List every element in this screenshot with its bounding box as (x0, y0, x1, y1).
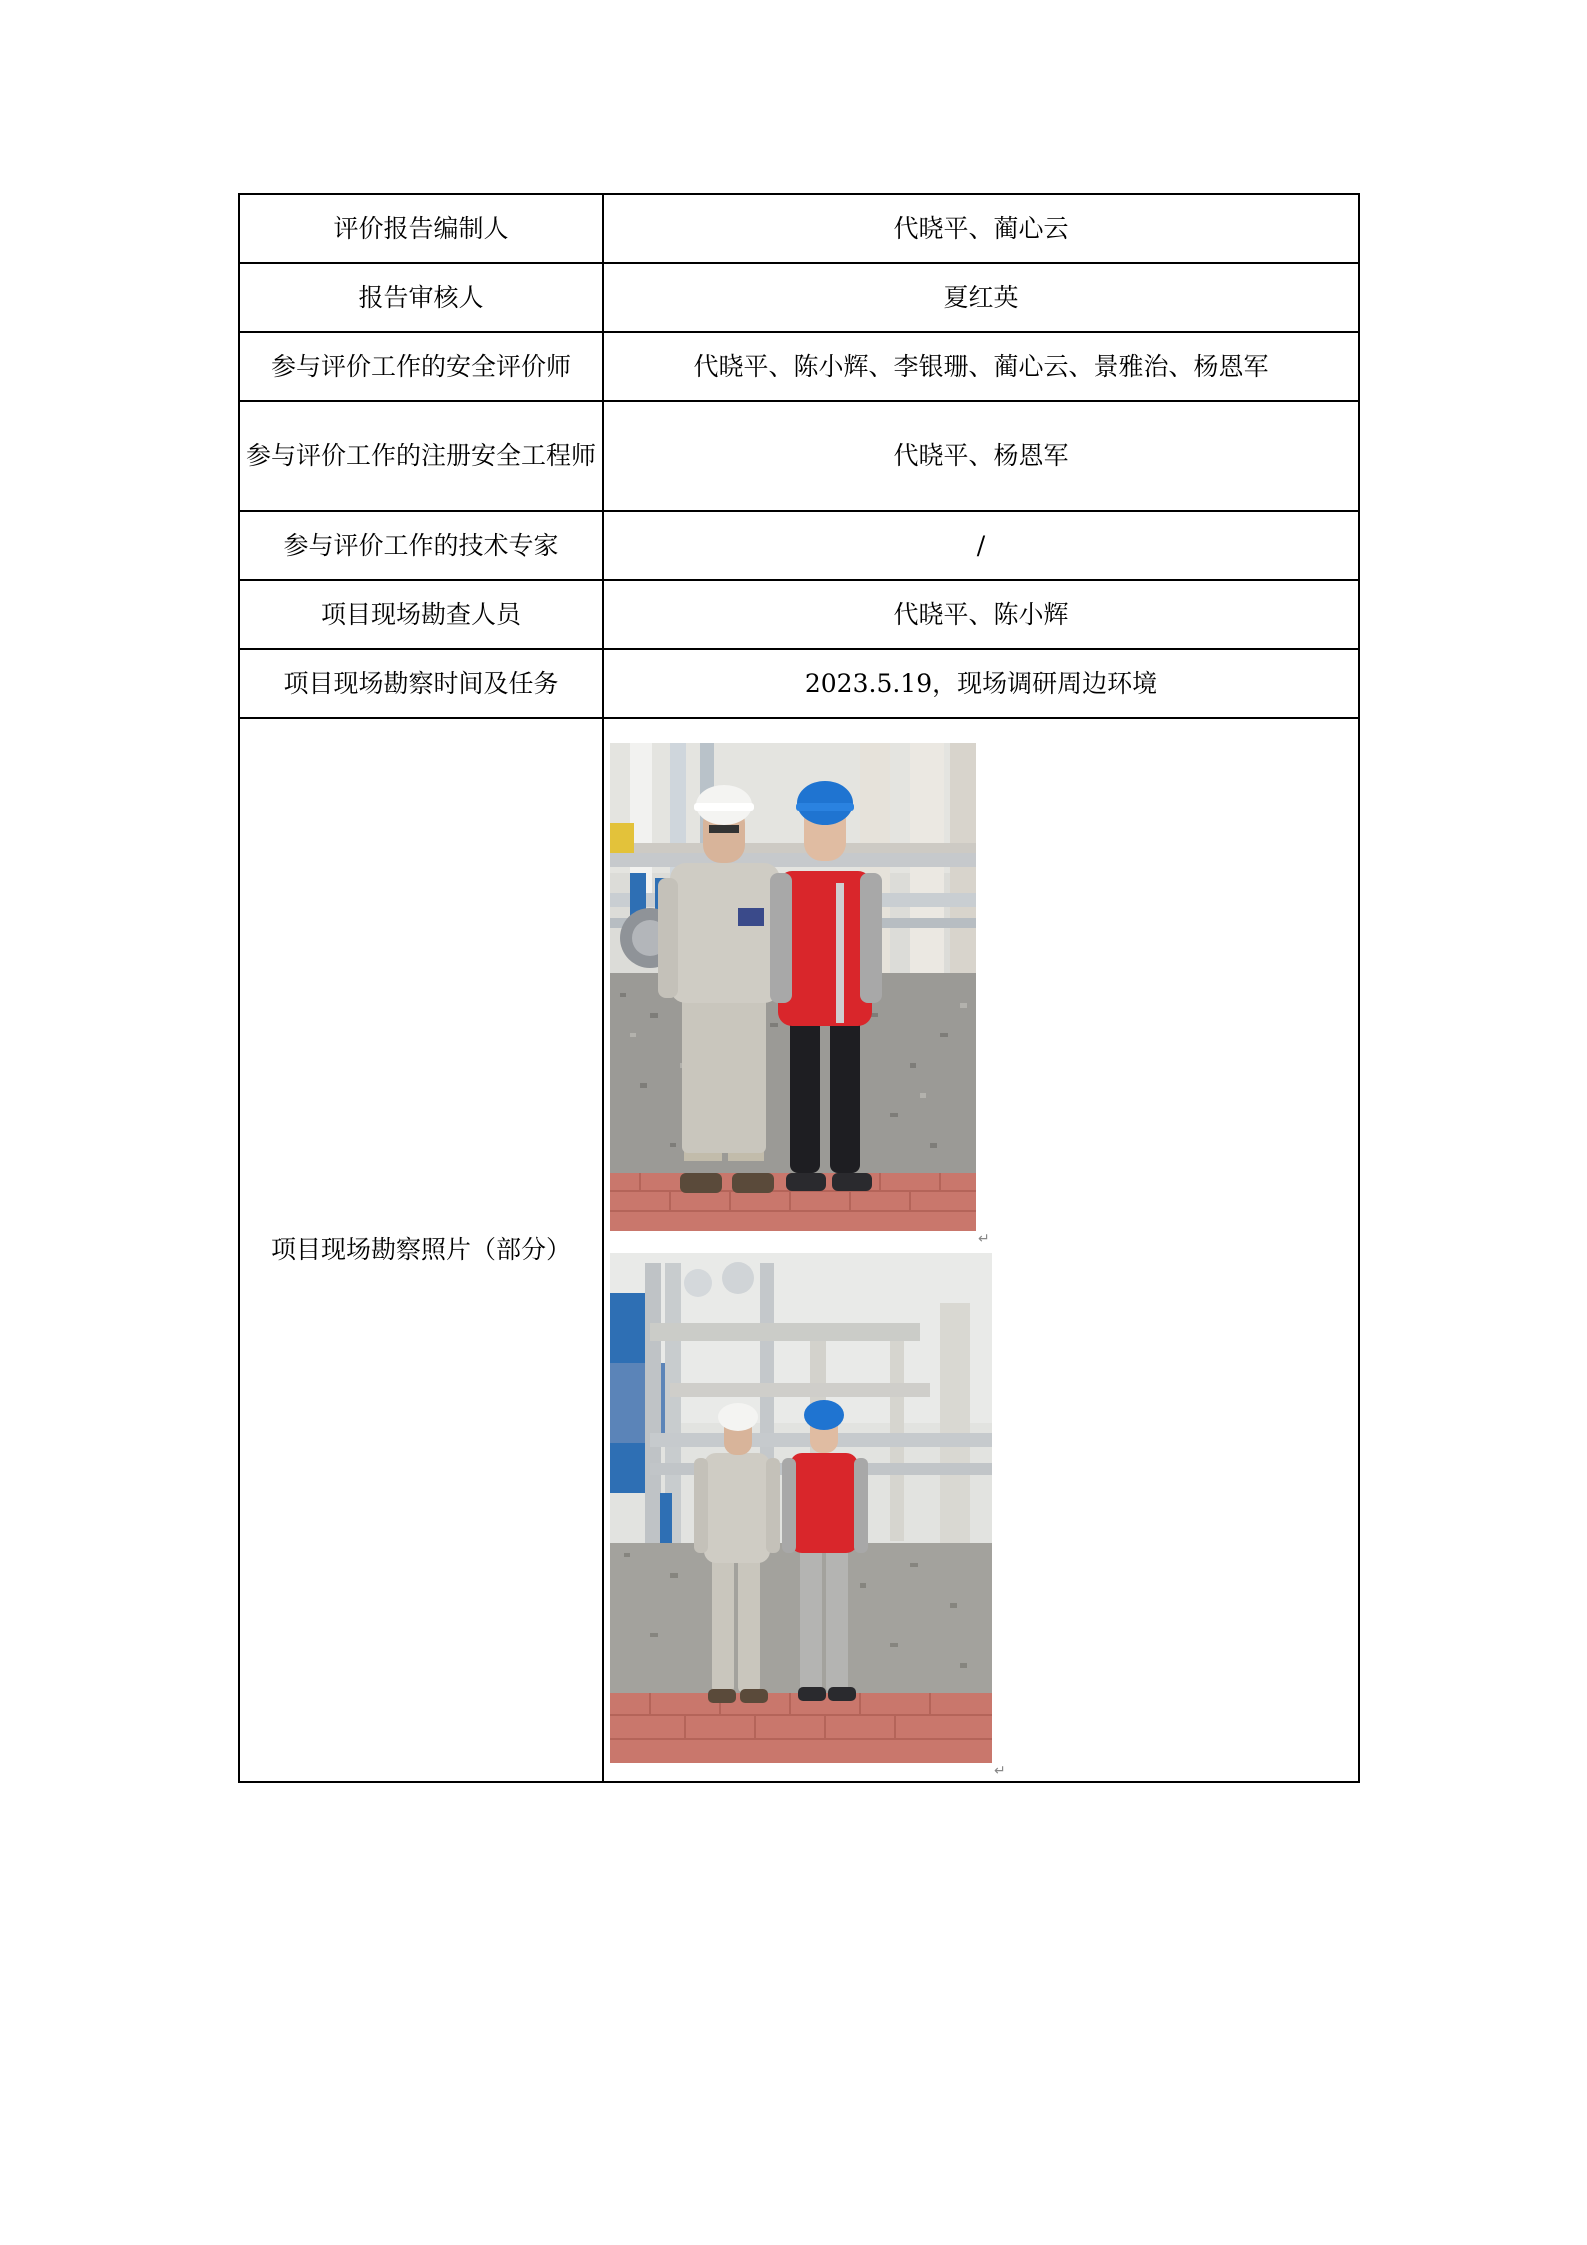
table-row (239, 332, 1359, 401)
row-label-registered-engineers: 参与评价工作的注册安全工程师 (239, 401, 603, 511)
row-label-survey-time-task: 项目现场勘察时间及任务 (239, 649, 603, 718)
site-photos-cell (603, 718, 1359, 1782)
row-value-report-compiler: 代晓平、蔺心云 (603, 194, 1359, 263)
site-photo-1 (610, 743, 976, 1231)
paragraph-mark-icon: ↵ (978, 1231, 990, 1247)
row-value-technical-experts: / (603, 511, 1359, 580)
row-value-registered-engineers: 代晓平、杨恩军 (603, 401, 1359, 511)
table-row (239, 194, 1359, 263)
paragraph-mark-icon: ↵ (994, 1763, 1006, 1779)
table-row (239, 263, 1359, 332)
row-label-technical-experts: 参与评价工作的技术专家 (239, 511, 603, 580)
site-photo-2 (610, 1253, 992, 1763)
row-value-site-survey-staff: 代晓平、陈小辉 (603, 580, 1359, 649)
table-row (239, 511, 1359, 580)
row-value-report-reviewer: 夏红英 (603, 263, 1359, 332)
row-label-site-photos: 项目现场勘察照片（部分） (239, 718, 603, 1782)
table-row-photos (239, 718, 1359, 1782)
row-label-report-reviewer: 报告审核人 (239, 263, 603, 332)
row-label-safety-evaluators: 参与评价工作的安全评价师 (239, 332, 603, 401)
row-value-survey-time-task: 2023.5.19，现场调研周边环境 (603, 649, 1359, 718)
row-label-report-compiler: 评价报告编制人 (239, 194, 603, 263)
row-label-site-survey-staff: 项目现场勘查人员 (239, 580, 603, 649)
table-row (239, 580, 1359, 649)
table-row (239, 649, 1359, 718)
table-row (239, 401, 1359, 511)
evaluation-info-table (238, 193, 1360, 1783)
row-value-safety-evaluators: 代晓平、陈小辉、李银珊、蔺心云、景雅治、杨恩军 (603, 332, 1359, 401)
